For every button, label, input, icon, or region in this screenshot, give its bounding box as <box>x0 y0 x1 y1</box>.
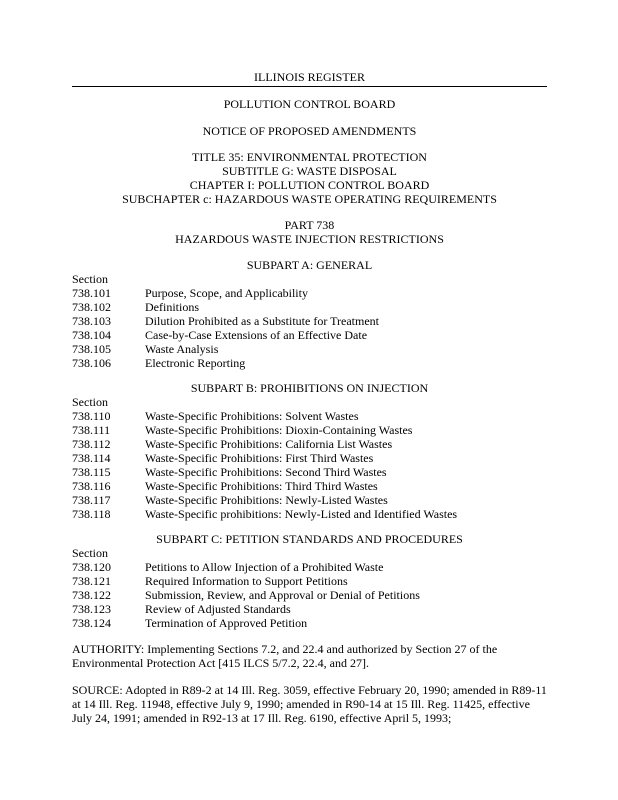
board-name: POLLUTION CONTROL BOARD <box>223 97 396 111</box>
toc-row: 738.112 Waste-Specific Prohibitions: California List Wastes <box>72 437 393 451</box>
subpart-a-toc <box>72 272 547 370</box>
toc-row: 738.102 Definitions <box>72 300 199 314</box>
toc-row: 738.106 Electronic Reporting <box>72 356 246 370</box>
toc-row: 738.120 Petitions to Allow Injection of a Prohibited Waste <box>72 560 384 574</box>
chapter-heading: CHAPTER I: POLLUTION CONTROL BOARD <box>189 178 430 192</box>
register-header <box>72 70 547 87</box>
toc-row: 738.122 Submission, Review, and Approval or Denial of Petitions <box>72 588 420 602</box>
subtitle-heading: SUBTITLE G: WASTE DISPOSAL <box>222 164 397 178</box>
part-number: PART 738 <box>284 218 335 232</box>
toc-row: 738.114 Waste-Specific Prohibitions: First Third Wastes <box>72 451 374 465</box>
toc-row: 738.104 Case-by-Case Extensions of an Effective Date <box>72 328 368 342</box>
subpart-c-title: SUBPART C: PETITION STANDARDS AND PROCEDURES <box>156 532 463 546</box>
subpart-a-title: SUBPART A: GENERAL <box>246 258 373 272</box>
subpart-c-toc <box>72 546 547 630</box>
toc-row: 738.117 Waste-Specific Prohibitions: Newly-Listed Wastes <box>72 493 388 507</box>
subchapter-heading: SUBCHAPTER c: HAZARDOUS WASTE OPERATING REQUIREMENTS <box>122 192 497 206</box>
toc-row: 738.105 Waste Analysis <box>72 342 219 356</box>
register-title: ILLINOIS REGISTER <box>254 70 365 84</box>
toc-row: 738.123 Review of Adjusted Standards <box>72 602 291 616</box>
section-label: Section <box>72 395 108 409</box>
authority-paragraph: AUTHORITY: Implementing Sections 7.2, and 22.4 and authorized by Section 27 of the Environmental Protection Act [415 ILCS 5/7.2, 22.4, and 27]. <box>72 642 498 670</box>
section-label: Section <box>72 546 108 560</box>
part-title: HAZARDOUS WASTE INJECTION RESTRICTIONS <box>175 232 444 246</box>
toc-row: 738.115 Waste-Specific Prohibitions: Second Third Wastes <box>72 465 387 479</box>
toc-row: 738.121 Required Information to Support Petitions <box>72 574 348 588</box>
toc-row: 738.101 Purpose, Scope, and Applicability <box>72 286 308 300</box>
toc-row: 738.118 Waste-Specific prohibitions: Newly-Listed and Identified Wastes <box>72 507 458 521</box>
toc-row: 738.111 Waste-Specific Prohibitions: Dioxin-Containing Wastes <box>72 423 413 437</box>
subpart-b-title: SUBPART B: PROHIBITIONS ON INJECTION <box>190 381 429 395</box>
notice-title: NOTICE OF PROPOSED AMENDMENTS <box>202 124 417 138</box>
toc-row: 738.116 Waste-Specific Prohibitions: Third Third Wastes <box>72 479 378 493</box>
title-heading: TITLE 35: ENVIRONMENTAL PROTECTION <box>192 150 427 164</box>
subpart-b-toc <box>72 395 547 521</box>
source-paragraph: SOURCE: Adopted in R89-2 at 14 Ill. Reg. 3059, effective February 20, 1990; amended in R89-11 at 14 Ill. Reg. 11948, effective July 9, 1990; amended in R90-14 at 15 Ill. Reg. 11425, effective July 24, 1991; amended in R92-13 at 17 Ill. Reg. 6190, effective April 5, 1993; <box>72 683 547 725</box>
toc-row: 738.110 Waste-Specific Prohibitions: Solvent Wastes <box>72 409 359 423</box>
toc-row: 738.124 Termination of Approved Petition <box>72 616 308 630</box>
section-label: Section <box>72 272 108 286</box>
toc-row: 738.103 Dilution Prohibited as a Substitute for Treatment <box>72 314 379 328</box>
